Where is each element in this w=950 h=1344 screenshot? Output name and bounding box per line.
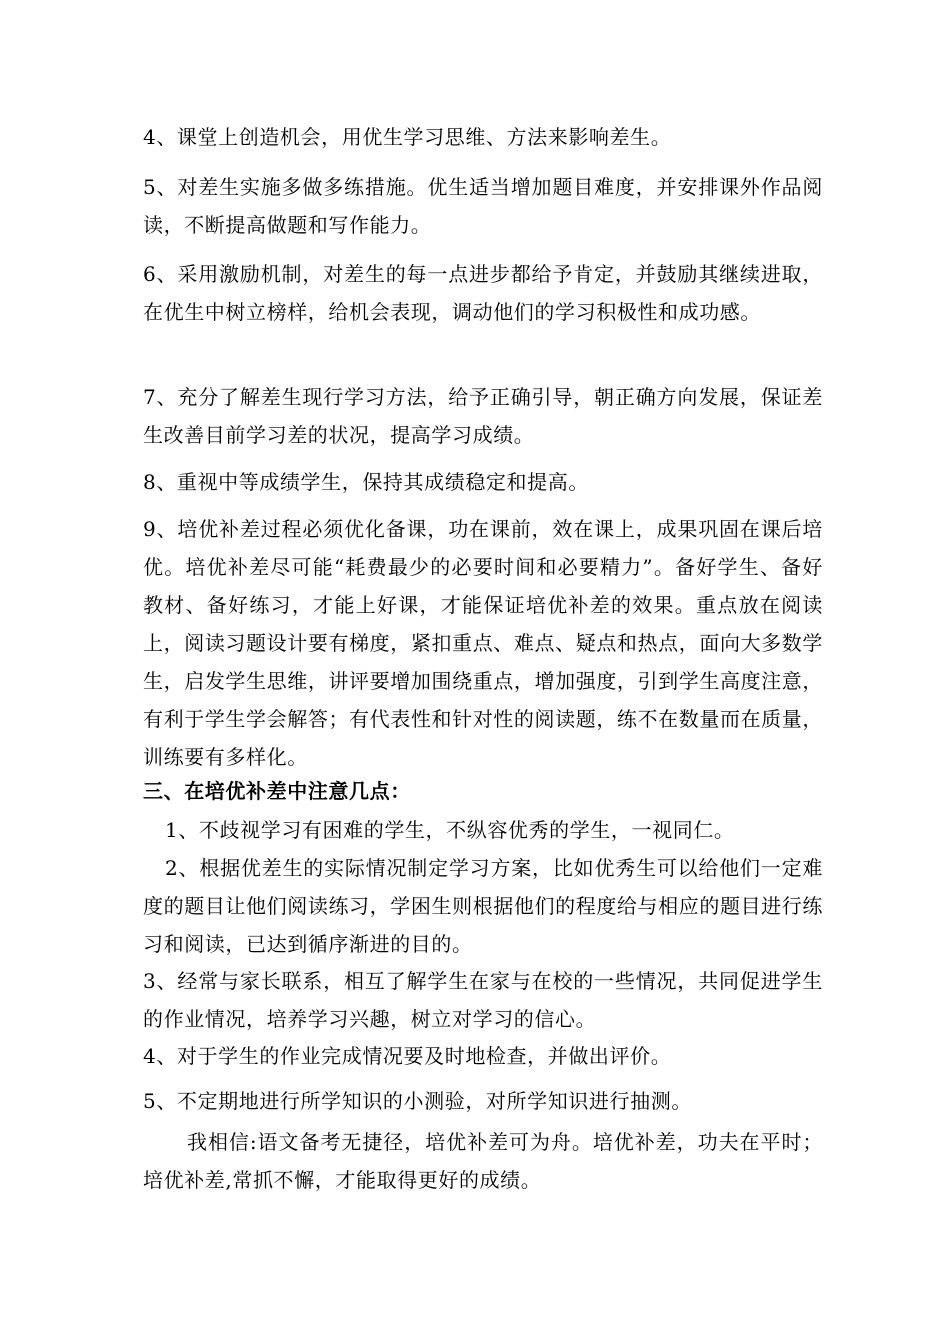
section-heading: 三、在培优补差中注意几点： [143,779,411,803]
section-item-3: 3、经常与家长联系，相互了解学生在家与在校的一些情况，共同促进学生的作业情况，培养学习兴趣，树立对学习的信心。 [143,969,823,1031]
paragraph-item-9: 9、培优补差过程必须优化备课，功在课前，效在课上，成果巩固在课后培优。培优补差尽可能“耗费最少的必要时间和必要精力”。备好学生、备好教材、备好练习，才能上好课，才能保证培优补差的效果。重点放在阅读上，阅读习题设计要有梯度，紧扣重点、难点、疑点和热点，面向大多数学生，启发学生思维，讲评要增加围绕重点，增加强度，引到学生高度注意，有利于学生学会解答；有代表性和针对性的阅读题，练不在数量而在质量，训练要有多样化。 [143,517,823,769]
section-item-5: 5、不定期地进行所学知识的小测验，对所学知识进行抽测。 [143,1089,692,1113]
paragraph-item-7: 7、充分了解差生现行学习方法，给予正确引导，朝正确方向发展，保证差生改善目前学习差的状况，提高学习成绩。 [143,385,823,447]
paragraph-item-5: 5、对差生实施多做多练措施。优生适当增加题目难度，并安排课外作品阅读，不断提高做题和写作能力。 [143,175,823,237]
conclusion-paragraph: 我相信:语文备考无捷径，培优补差可为舟。培优补差，功夫在平时；培优补差,常抓不懈，才能取得更好的成绩。 [143,1130,823,1192]
paragraph-item-8: 8、重视中等成绩学生，保持其成绩稳定和提高。 [143,470,589,494]
section-item-4: 4、对于学生的作业完成情况要及时地检查，并做出评价。 [143,1044,672,1068]
section-item-2: 2、根据优差生的实际情况制定学习方案，比如优秀生可以给他们一定难度的题目让他们阅读练习，学困生则根据他们的程度给与相应的题目进行练习和阅读，已达到循序渐进的目的。 [143,856,823,956]
section-item-1: 1、不歧视学习有困难的学生，不纵容优秀的学生，一视同仁。 [165,818,735,842]
paragraph-item-6: 6、采用激励机制，对差生的每一点进步都给予肯定，并鼓励其继续进取，在优生中树立榜样，给机会表现，调动他们的学习积极性和成功感。 [143,262,823,324]
paragraph-item-4: 4、课堂上创造机会，用优生学习思维、方法来影响差生。 [143,125,672,149]
